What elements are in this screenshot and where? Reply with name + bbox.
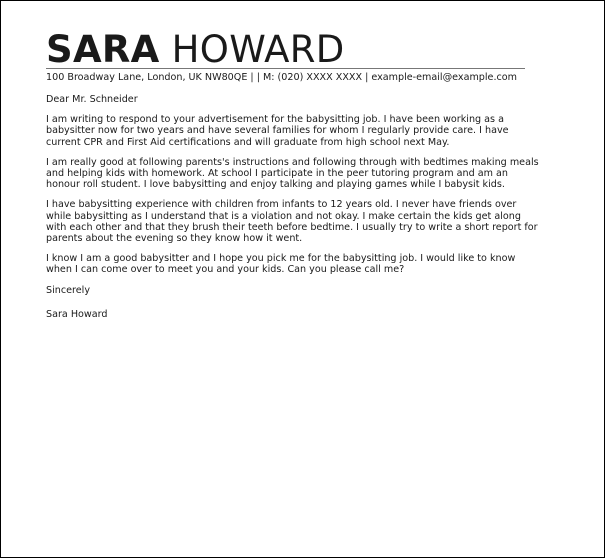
salutation: Dear Mr. Schneider bbox=[46, 94, 138, 105]
paragraph-4: I know I am a good babysitter and I hope you pick me for the babysitting job. I would like to know when I can come over to meet you and your kids. Can you please call me? bbox=[46, 253, 516, 276]
letter-body bbox=[46, 94, 541, 329]
contact-info: 100 Broadway Lane, London, UK NW80QE | | M: (020) XXXX XXXX | example-email@example.com bbox=[46, 72, 518, 83]
header-divider bbox=[46, 68, 525, 69]
last-name: HOWARD bbox=[171, 28, 345, 71]
first-name: SARA bbox=[46, 28, 160, 71]
paragraph-2: I am really good at following parents's instructions and following through with bedtimes making meals and helping kids with homework. At school I participate in the peer tutoring program and am an honour roll student. I love babysitting and enjoy talking and playing games while I babysit kids. bbox=[46, 156, 539, 191]
closing: Sincerely bbox=[46, 284, 90, 296]
paragraph-1: I am writing to respond to your advertisement for the babysitting job. I have been working as a babysitter now for two years and have several families for whom I regularly provide care. I have current CPR and First Aid certifications and will graduate from high school next May. bbox=[46, 114, 509, 148]
paragraph-3: I have babysitting experience with children from infants to 12 years old. I never have friends over while babysitting as I understand that is a violation and not okay. I make certain the kids get along with each other and that they brush their teeth before bedtime. I usually try to write a short report for parents about the evening so they know how it went. bbox=[46, 199, 538, 245]
signature-name: Sara Howard bbox=[46, 308, 108, 320]
applicant-name bbox=[46, 30, 345, 70]
